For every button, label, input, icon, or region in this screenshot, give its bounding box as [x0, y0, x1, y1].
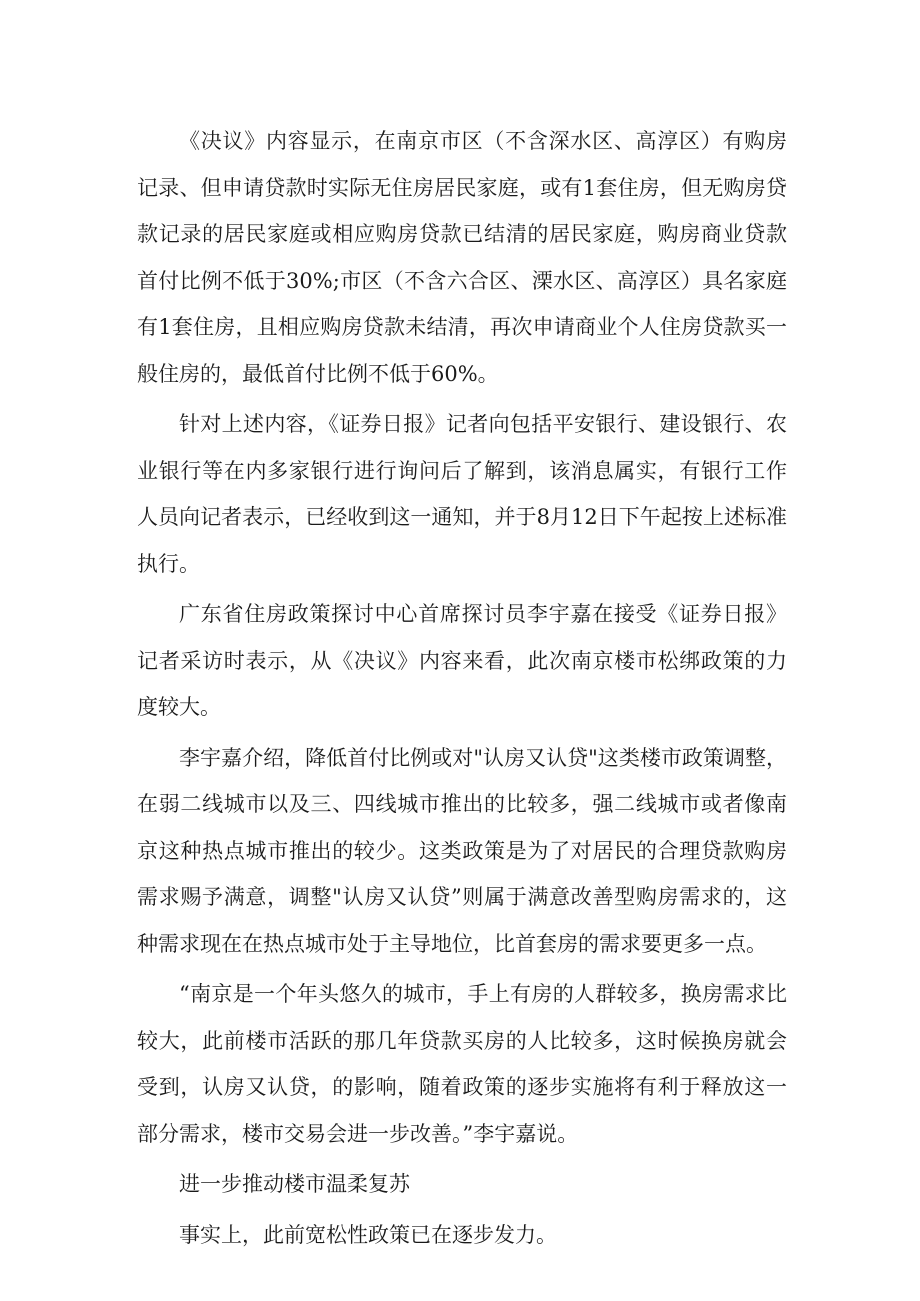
paragraph-expert-comment: 广东省住房政策探讨中心首席探讨员李宇嘉在接受《证券日报》记者采访时表示，从《决议》内容来看，此次南京楼市松绑政策的力度较大。 — [137, 602, 787, 719]
paragraph-bank-inquiry: 针对上述内容，《证券日报》记者向包括平安银行、建设银行、农业银行等在内多家银行进行询问后了解到，该消息属实，有银行工作人员向记者表示，已经收到这一通知，并于8月12日下午起按上述标准执行。 — [137, 412, 787, 576]
section-heading: 进一步推动楼市温柔复苏 — [179, 1172, 410, 1196]
paragraph-quote: “南京是一个年头悠久的城市，手上有房的人群较多，换房需求比较大，此前楼市活跃的那几年贷款买房的人比较多，这时候换房就会受到，认房又认贷，的影响，随着政策的逐步实施将有利于释放这一部分需求，楼市交易会进一步改善。”李宇嘉说。 — [137, 982, 787, 1146]
paragraph-closing: 事实上，此前宽松性政策已在逐步发力。 — [179, 1222, 557, 1247]
paragraph-policy-analysis: 李宇嘉介绍，降低首付比例或对"认房又认贷"这类楼市政策调整，在弱二线城市以及三、四线城市推出的比较多，强二线城市或者像南京这种热点城市推出的较少。这类政策是为了对居民的合理贷款购房需求赐予满意，调整"认房又认贷”则属于满意改善型购房需求的，这种需求现在在热点城市处于主导地位，比首套房的需求要更多一点。 — [137, 745, 787, 956]
paragraph-decision-content: 《决议》内容显示，在南京市区（不含深水区、高淳区）有购房记录、但申请贷款时实际无住房居民家庭，或有1套住房，但无购房贷款记录的居民家庭或相应购房贷款已结清的居民家庭，购房商业贷款首付比例不低于30%;市区（不含六合区、溧水区、高淳区）具名家庭有1套住房，且相应购房贷款未结清，再次申请商业个人住房贷款买一般住房的，最低首付比例不低于60%。 — [137, 129, 787, 386]
document-body — [137, 118, 787, 1258]
